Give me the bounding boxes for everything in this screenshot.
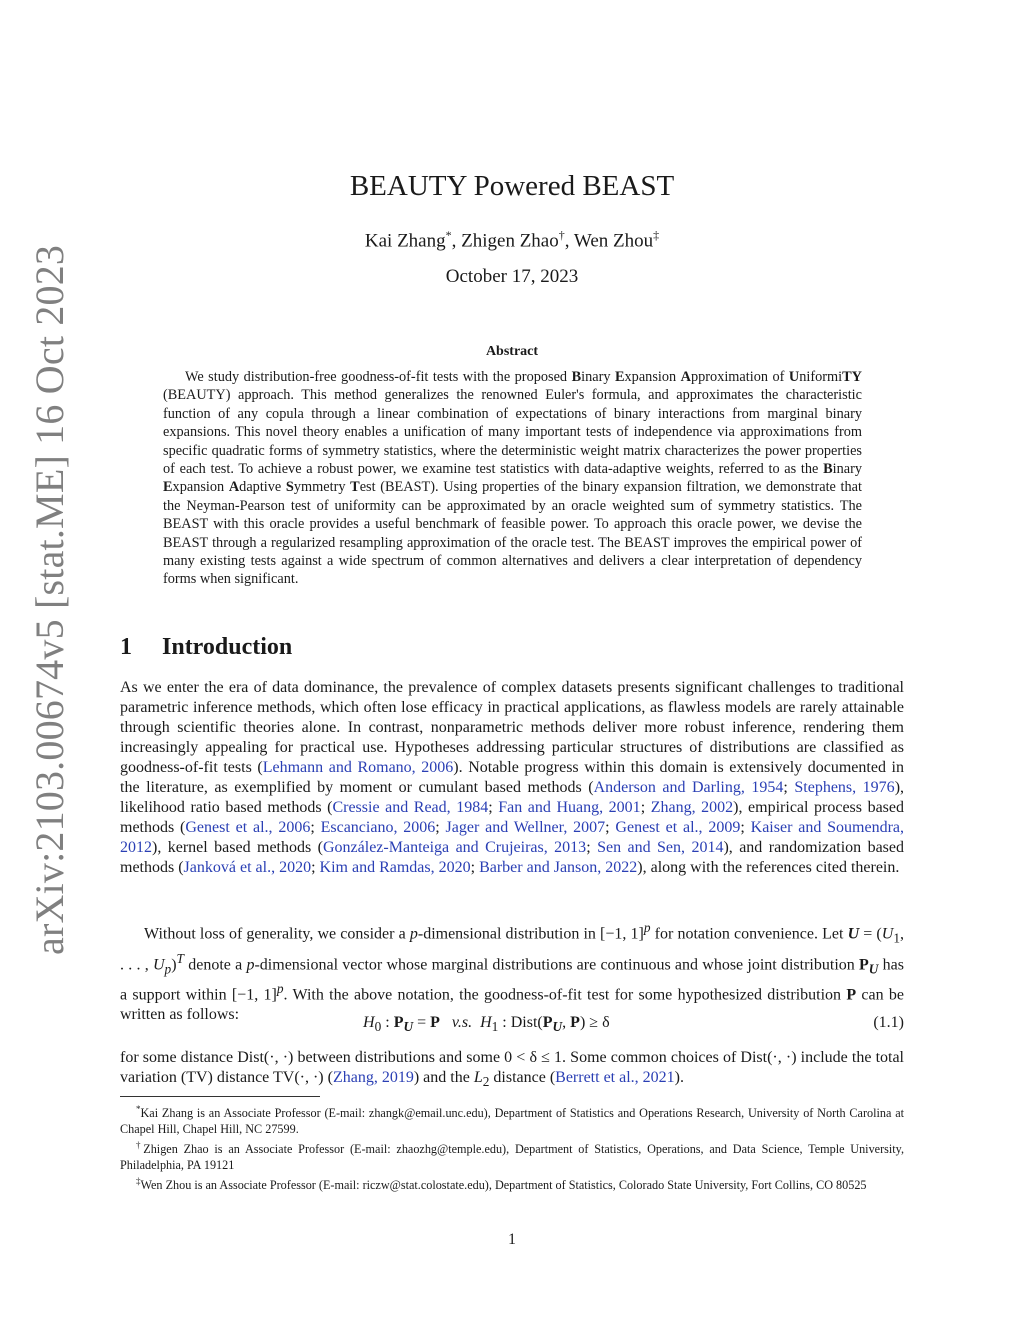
abstract-text: We study distribution-free goodness-of-fit tests with the proposed Binary Expansion Approximation of UniformiTY (BEAUTY) approach. This method generalizes the renowned Euler's formula, and approximates the characteristic function of any copula through a linear combination of expectations of binary interactions from marginal binary expansions. This novel theory enables a unification of many important tests of independence via approximations from specific quadratic forms of symmetry statistics, where the deterministic weight matrix characterizes the power properties of each test. To achieve a robust power, we examine test statistics with data-adaptive weights, referred to as the Binary Expansion Adaptive Symmetry Test (BEAST). Using properties of the binary expansion filtration, we demonstrate that the Neyman-Pearson test of uniformity can be approximated by an oracle weighted sum of symmetry statistics. The BEAST with this oracle provides a useful benchmark of feasible power. To approach this oracle power, we devise the BEAST through a regularized resampling approximation of the oracle test. The BEAST improves the empirical power of many existing tests against a wide spectrum of common alternatives and delivers a clear interpretation of dependency forms when significant. xyxy=(163,369,863,588)
author-name: Kai Zhang xyxy=(364,230,446,252)
citation-link[interactable]: Lehmann and Romano, 2006 xyxy=(262,759,454,776)
footnote: ‡Wen Zhou is an Associate Professor (E-mail: riczw@stat.colostate.edu), Department of Statistics, Colorado State University, Fort Collins, CO 80525 xyxy=(136,1176,867,1193)
citation-link[interactable]: Anderson and Darling, 1954 xyxy=(593,779,784,796)
section-title-text: Introduction xyxy=(162,634,293,660)
footnote: *Kai Zhang is an Associate Professor (E-mail: zhangk@email.unc.edu), Department of Statistics and Operations Research, University of North Carolina at Chapel Hill, Chapel Hill, NC 27599. xyxy=(120,1104,904,1137)
citation-link[interactable]: Sen and Sen, 2014 xyxy=(597,839,724,856)
intro-paragraph-3: for some distance Dist(·, ·) between distributions and some 0 < δ ≤ 1. Some common choices of Dist(·, ·) include the total variation (TV) distance TV(·, ·) (Zhang, 2019) and the $L_2$ distance (Berrett et al., 2021). xyxy=(120,1049,904,1090)
citation-link[interactable]: Stephens, 1976 xyxy=(794,779,895,796)
citation-link[interactable]: Genest et al., 2006 xyxy=(185,819,311,836)
author-footnote-mark[interactable]: * xyxy=(445,228,452,242)
intro-paragraph-1: As we enter the era of data dominance, the prevalence of complex datasets presents significant challenges to traditional parametric inference methods, which often lose efficacy in practical applications, as flawless models are rarely attainable through scientific theories alone. In contrast, nonparametric methods deliver more robust inference, rendering them increasingly appealing for practical use. Hypotheses addressing particular structures of distributions are classified as goodness-of-fit tests (Lehmann and Romano, 2006). Notable progress within this domain is extensively documented in the literature, as exemplified by moment or cumulant based methods (Anderson and Darling, 1954; Stephens, 1976), likelihood ratio based methods (Cressie and Read, 1984; Fan and Huang, 2001; Zhang, 2002), empirical process based methods (Genest et al., 2006; Escanciano, 2006; Jager and Wellner, 2007; Genest et al., 2009; Kaiser and Soumendra, 2012), kernel based methods (González-Manteiga and Crujeiras, 2013; Sen and Sen, 2014), and randomization based methods (Janková et al., 2020; Kim and Ramdas, 2020; Barber and Janson, 2022), along with the references cited therein. xyxy=(120,679,905,876)
abstract-heading: Abstract xyxy=(485,344,539,359)
footnotes xyxy=(120,1101,904,1193)
citation-link[interactable]: Zhang, 2002 xyxy=(650,799,734,816)
citation-link[interactable]: Cressie and Read, 1984 xyxy=(332,799,489,816)
equation-1-1 xyxy=(120,1014,904,1036)
author-footnote-mark[interactable]: ‡ xyxy=(653,228,660,242)
citation-link[interactable]: Jager and Wellner, 2007 xyxy=(445,819,606,836)
author-name: Wen Zhou xyxy=(573,230,654,252)
author-list: Kai Zhang*, Zhigen Zhao†, Wen Zhou‡ xyxy=(364,228,660,252)
citation-link[interactable]: González-Manteiga and Crujeiras, 2013 xyxy=(323,839,587,856)
citation-link[interactable]: Fan and Huang, 2001 xyxy=(498,799,641,816)
paper-title: BEAUTY Powered BEAST xyxy=(349,170,675,202)
footnote: †Zhigen Zhao is an Associate Professor (E-mail: zhaozhg@temple.edu), Department of Statistics, Operations, and Data Science, Temple University, Philadelphia, PA 19121 xyxy=(120,1140,904,1173)
section-number: 1 xyxy=(120,634,132,660)
arxiv-identifier-stamp: arXiv:2103.00674v5 [stat.ME] 16 Oct 2023 xyxy=(27,244,72,955)
section-heading xyxy=(120,634,292,661)
page-number: 1 xyxy=(508,1231,516,1248)
footnote-rule xyxy=(120,1096,320,1097)
citation-link[interactable]: Barber and Janson, 2022 xyxy=(479,859,638,876)
citation-link[interactable]: Escanciano, 2006 xyxy=(320,819,436,836)
author-footnote-mark[interactable]: † xyxy=(558,228,565,242)
citation-link[interactable]: Genest et al., 2009 xyxy=(615,819,741,836)
equation-number: (1.1) xyxy=(873,1014,904,1031)
paper-date: October 17, 2023 xyxy=(445,266,579,287)
citation-link[interactable]: Janková et al., 2020 xyxy=(183,859,312,876)
citation-link[interactable]: Zhang, 2019 xyxy=(332,1069,414,1086)
equation-expression: $H_0$ : $P_U = P$ v.s. $H_1$ : $Dist(P_U$, P) ≥ δ xyxy=(363,1014,610,1035)
citation-link[interactable]: Kim and Ramdas, 2020 xyxy=(319,859,471,876)
citation-link[interactable]: Kaiser and Soumendra, 2012 xyxy=(120,819,904,856)
intro-paragraph-2: Without loss of generality, we consider a p-dimensional distribution in [−1, 1]$^p$ for notation convenience. Let $U = (U_1$, . . . , $U_p)^T$ denote a p-dimensional vector whose marginal distributions are continuous and whose joint distribution $P_U$ has a support within [−1, 1]$^p$. With the above notation, the goodness-of-fit test for some hypothesized distribution P can be written as follows: xyxy=(120,920,905,1024)
author-name: Zhigen Zhao xyxy=(461,230,559,252)
citation-link[interactable]: Berrett et al., 2021 xyxy=(555,1069,675,1086)
